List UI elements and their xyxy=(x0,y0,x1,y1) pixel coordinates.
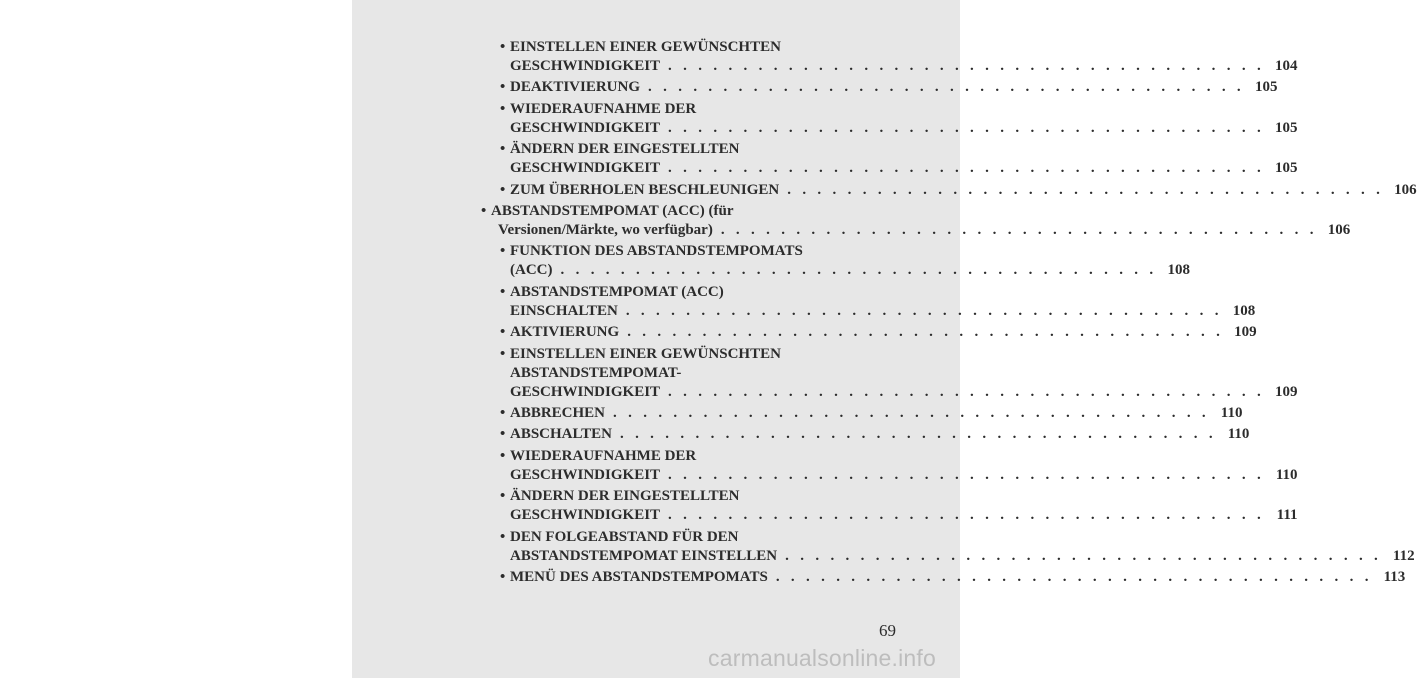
bullet-icon: • xyxy=(500,79,506,96)
leader-dots: . . . . . . . . . . . . . . . . . . . . . . . . . . . . . . . . . . . . . . . . xyxy=(668,160,1265,177)
leader-dots: . . . . . . . . . . . . . . . . . . . . . . . . . . . . . . . . . . . . . . . . xyxy=(668,58,1265,74)
toc-entry[interactable] xyxy=(500,283,1256,321)
toc-entry[interactable] xyxy=(500,78,1278,97)
toc-entry-line xyxy=(500,261,1190,280)
toc-entry-line xyxy=(500,38,897,57)
leader-dots: . . . . . . . . . . . . . . . . . . . . . . . . . . . . . . . . . . . . . . . . xyxy=(648,79,1245,96)
bullet-icon: • xyxy=(500,345,506,362)
toc-entry-title: ZUM ÜBERHOLEN BESCHLEUNIGEN xyxy=(510,181,780,198)
toc-entry-page: 110 xyxy=(1220,405,1243,421)
toc-entry[interactable] xyxy=(500,38,1298,76)
toc-entry[interactable] xyxy=(500,100,1298,138)
toc-entry-line xyxy=(500,57,1298,76)
toc-entry-page: 105 xyxy=(1275,160,1298,177)
toc-entry-page: 105 xyxy=(1275,119,1298,136)
bullet-icon: • xyxy=(500,243,506,260)
toc-entry-page: 108 xyxy=(1232,302,1256,319)
leader-dots: . . . . . . . . . . . . . . . . . . . . . . . . . . . . . . . . . . . . . . . . xyxy=(785,547,1382,564)
toc-entry-title: ABSCHALTEN xyxy=(510,426,612,443)
toc-entry-title: GESCHWINDIGKEIT xyxy=(510,383,661,400)
leader-dots: . . . . . . . . . . . . . . . . . . . . . . . . . . . . . . . . . . . . . . . . xyxy=(668,383,1265,400)
bullet-icon: • xyxy=(500,39,506,55)
toc-entry-title: WIEDERAUFNAHME DER xyxy=(510,100,697,117)
bullet-icon: • xyxy=(500,528,506,545)
toc-entry-page: 109 xyxy=(1275,383,1298,400)
toc-entry-title: EINSTELLEN EINER GEWÜNSCHTEN xyxy=(510,39,781,55)
toc-entry-title: ÄNDERN DER EINGESTELLTEN xyxy=(510,141,740,158)
toc-entry-page: 113 xyxy=(1383,569,1406,585)
toc-entry[interactable] xyxy=(500,568,1406,587)
toc-entry[interactable] xyxy=(500,345,1298,402)
toc-entry[interactable] xyxy=(500,404,1243,423)
leader-dots: . . . . . . . . . . . . . . . . . . . . . . . . . . . . . . . . . . . . . . . . xyxy=(619,426,1217,443)
page-panel xyxy=(352,0,1417,678)
leader-dots: . . . . . . . . . . . . . . . . . . . . . . . . . . . . . . . . . . . . . . . . xyxy=(668,119,1265,136)
bullet-icon: • xyxy=(500,569,506,585)
bullet-icon: • xyxy=(500,283,506,300)
toc-entry-line xyxy=(500,302,1256,321)
toc-entry-line xyxy=(500,568,1406,587)
toc-entry-page: 112 xyxy=(1392,547,1415,564)
toc-entry-line xyxy=(500,447,897,466)
toc-entry-title: WIEDERAUFNAHME DER xyxy=(510,447,697,464)
bullet-icon: • xyxy=(500,324,506,341)
toc-entry[interactable] xyxy=(500,425,1250,444)
toc-entry-title: DEN FOLGEABSTAND FÜR DEN xyxy=(510,528,739,545)
toc-entry-page: 111 xyxy=(1276,507,1298,524)
toc-entry-title: AKTIVIERUNG xyxy=(510,324,620,341)
toc-entry[interactable] xyxy=(500,528,1415,566)
toc-entry[interactable] xyxy=(500,242,1190,280)
toc-entry-title: GESCHWINDIGKEIT xyxy=(510,466,661,483)
toc-entry-page: 110 xyxy=(1275,466,1298,483)
toc-entry-title: FUNKTION DES ABSTANDSTEMPOMATS xyxy=(510,243,803,260)
leader-dots: . . . . . . . . . . . . . . . . . . . . . . . . . . . . . . . . . . . . . . . . xyxy=(627,324,1224,341)
toc-entry-line xyxy=(481,202,897,221)
leader-dots: . . . . . . . . . . . . . . . . . . . . . . . . . . . . . . . . . . . . . . . . xyxy=(787,181,1384,198)
toc-entry-line xyxy=(500,383,1298,402)
toc-entry-line xyxy=(500,242,897,261)
toc-entry-page: 104 xyxy=(1275,58,1298,74)
toc-entry-title: MENÜ DES ABSTANDSTEMPOMATS xyxy=(510,569,768,585)
toc-entry-page: 106 xyxy=(1327,222,1351,238)
toc-entry-title: (ACC) xyxy=(510,262,553,279)
leader-dots: . . . . . . . . . . . . . . . . . . . . . . . . . . . . . . . . . . . . . . . . xyxy=(775,569,1373,585)
bullet-icon: • xyxy=(500,405,506,421)
toc-entry-title: ABSTANDSTEMPOMAT (ACC) xyxy=(510,283,724,300)
leader-dots: . . . . . . . . . . . . . . . . . . . . . . . . . . . . . . . . . . . . . . . . xyxy=(668,466,1265,483)
toc-entry-title: DEAKTIVIERUNG xyxy=(510,79,641,96)
toc-entry-line xyxy=(500,528,897,547)
toc-entry-line xyxy=(500,283,897,302)
leader-dots: . . . . . . . . . . . . . . . . . . . . . . . . . . . . . . . . . . . . . . . . xyxy=(560,262,1157,279)
toc-entry-line xyxy=(500,404,1243,423)
bullet-icon: • xyxy=(500,181,506,198)
toc-entry[interactable] xyxy=(500,181,1417,200)
toc-entry-line xyxy=(500,364,897,383)
toc-entry-page: 105 xyxy=(1254,79,1278,96)
bullet-icon: • xyxy=(500,426,506,443)
toc-entry-page: 110 xyxy=(1227,426,1250,443)
toc-entry-title: ABBRECHEN xyxy=(510,405,606,421)
table-of-contents xyxy=(352,0,1417,678)
toc-entry-line xyxy=(500,159,1298,178)
toc-entry-line xyxy=(500,119,1298,138)
toc-entry-line xyxy=(500,78,1278,97)
toc-entry-line xyxy=(500,345,897,364)
toc-entry[interactable] xyxy=(500,447,1298,485)
leader-dots: . . . . . . . . . . . . . . . . . . . . . . . . . . . . . . . . . . . . . . . . xyxy=(613,405,1210,421)
toc-entry-line xyxy=(500,506,1298,525)
toc-entry-title: ABSTANDSTEMPOMAT (ACC) (für xyxy=(491,203,734,219)
toc-entry-title: GESCHWINDIGKEIT xyxy=(510,119,661,136)
watermark: carmanualsonline.info xyxy=(708,645,936,671)
bullet-icon: • xyxy=(500,447,506,464)
toc-entry-title: Versionen/Märkte, wo verfügbar) xyxy=(498,222,713,238)
toc-entry-line xyxy=(500,487,897,506)
bullet-icon: • xyxy=(481,203,487,219)
toc-entry-line xyxy=(500,547,1415,566)
toc-entry-title: ÄNDERN DER EINGESTELLTEN xyxy=(510,488,740,505)
bullet-icon: • xyxy=(500,100,506,117)
page-number: 69 xyxy=(879,621,896,640)
toc-entry-line xyxy=(481,221,1351,240)
toc-entry-title: GESCHWINDIGKEIT xyxy=(510,58,661,74)
leader-dots: . . . . . . . . . . . . . . . . . . . . . . . . . . . . . . . . . . . . . . . . xyxy=(720,222,1318,238)
toc-entry-page: 106 xyxy=(1394,181,1417,198)
toc-entry[interactable] xyxy=(481,202,1351,240)
toc-entry-title: GESCHWINDIGKEIT xyxy=(510,507,661,524)
toc-entry-title: EINSCHALTEN xyxy=(510,302,618,319)
bullet-icon: • xyxy=(500,488,506,505)
toc-entry-line xyxy=(500,181,1417,200)
toc-entry-line xyxy=(500,466,1298,485)
toc-entry[interactable] xyxy=(500,487,1298,525)
toc-entry-page: 108 xyxy=(1167,262,1190,279)
toc-entry-line xyxy=(500,425,1250,444)
toc-entry-title: ABSTANDSTEMPOMAT- xyxy=(510,364,682,381)
leader-dots: . . . . . . . . . . . . . . . . . . . . . . . . . . . . . . . . . . . . . . . . xyxy=(625,302,1223,319)
toc-entry-page: 109 xyxy=(1234,324,1257,341)
toc-entry-line xyxy=(500,323,1257,342)
toc-entry[interactable] xyxy=(500,323,1257,342)
leader-dots: . . . . . . . . . . . . . . . . . . . . . . . . . . . . . . . . . . . . . . . . xyxy=(668,507,1265,524)
toc-entry[interactable] xyxy=(500,140,1298,178)
toc-entry-title: EINSTELLEN EINER GEWÜNSCHTEN xyxy=(510,345,781,362)
toc-entry-line xyxy=(500,140,897,159)
toc-entry-title: GESCHWINDIGKEIT xyxy=(510,160,661,177)
toc-entry-title: ABSTANDSTEMPOMAT EINSTELLEN xyxy=(510,547,778,564)
bullet-icon: • xyxy=(500,141,506,158)
toc-entry-line xyxy=(500,100,897,119)
